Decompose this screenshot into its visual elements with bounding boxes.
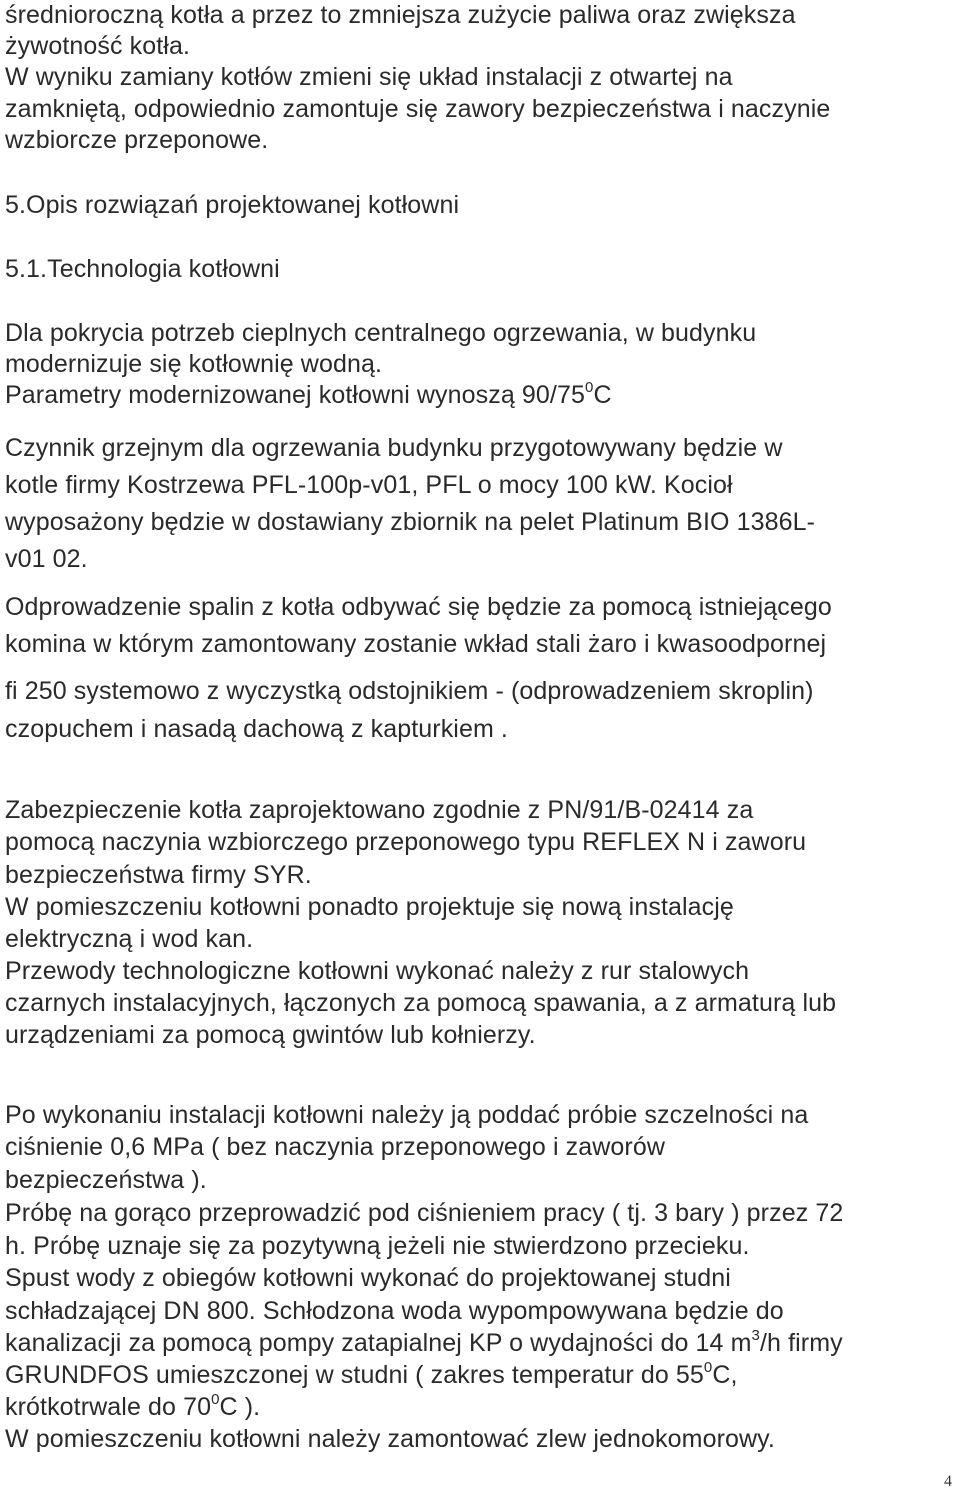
text-line: Zabezpieczenie kotła zaprojektowano zgodnie z PN/91/B-02414 za	[5, 796, 754, 824]
text-line: W pomieszczeniu kotłowni należy zamontować zlew jednokomorowy.	[5, 1425, 775, 1453]
text-line: czopuchem i nasadą dachową z kapturkiem .	[5, 715, 508, 743]
text-line: Po wykonaniu instalacji kotłowni należy ją poddać próbie szczelności na	[5, 1101, 809, 1129]
temperature-line: krótkotrwale do $70^0C$ ).	[5, 1391, 261, 1421]
text-line: średnioroczną kotła a przez to zmniejsza zużycie paliwa oraz zwiększa	[5, 1, 796, 29]
text-line: h. Próbę uznaje się za pozytywną jeżeli nie stwierdzono przecieku.	[5, 1232, 750, 1260]
text-line: bezpieczeństwa ).	[5, 1166, 207, 1194]
text-line: Próbę na gorąco przeprowadzić pod ciśnieniem pracy ( tj. 3 bary ) przez 72	[5, 1199, 844, 1227]
text-line: modernizuje się kotłownię wodną.	[5, 350, 383, 378]
text-line: schładzającej DN 800. Schłodzona woda wypompowywana będzie do	[5, 1297, 784, 1325]
text-line: fi 250 systemowo z wyczystką odstojnikiem - (odprowadzeniem skroplin)	[5, 677, 814, 705]
text-line: Przewody technologiczne kotłowni wykonać należy z rur stalowych	[5, 957, 750, 985]
text-line: czarnych instalacyjnych, łączonych za pomocą spawania, a z armaturą lub	[5, 989, 837, 1017]
text-line: kotle firmy Kostrzewa PFL-100p-v01, PFL o mocy 100 kW. Kocioł	[5, 471, 733, 499]
subsection-heading: 5.1.Technologia kotłowni	[5, 255, 280, 283]
text-line: wyposażony będzie w dostawiany zbiornik na pelet Platinum BIO 1386L-	[5, 508, 816, 536]
text-line: Spust wody z obiegów kotłowni wykonać do projektowanej studni	[5, 1264, 731, 1292]
temperature-line: GRUNDFOS umieszczonej w studni ( zakres temperatur do $55^0C$,	[5, 1359, 738, 1389]
text-line: pomocą naczynia wzbiorczego przeponowego typu REFLEX N i zaworu	[5, 828, 807, 856]
parameters-line: Parametry modernizowanej kotłowni wynoszą $90/75^0C$	[5, 379, 612, 409]
section-heading: 5.Opis rozwiązań projektowanej kotłowni	[5, 191, 460, 219]
text-line: urządzeniami za pomocą gwintów lub kołnierzy.	[5, 1021, 536, 1049]
page-number: 4	[944, 1473, 952, 1490]
text-line: wzbiorcze przeponowe.	[5, 126, 269, 154]
text-line: bezpieczeństwa firmy SYR.	[5, 861, 312, 889]
text-line: W pomieszczeniu kotłowni ponadto projektuje się nową instalację	[5, 893, 734, 921]
text-line: żywotność kotła.	[5, 32, 191, 60]
text-line: v01 02.	[5, 545, 88, 573]
text-line: ciśnienie 0,6 MPa ( bez naczynia przeponowego i zaworów	[5, 1133, 666, 1161]
pump-line: kanalizacji za pomocą pompy zatapialnej KP o wydajności do 14 $m^3/h$ firmy	[5, 1327, 843, 1357]
text-line: zamkniętą, odpowiednio zamontuje się zawory bezpieczeństwa i naczynie	[5, 95, 831, 123]
text-line: Czynnik grzejnym dla ogrzewania budynku przygotowywany będzie w	[5, 434, 783, 462]
text-line: komina w którym zamontowany zostanie wkład stali żaro i kwasoodpornej	[5, 630, 827, 658]
text-line: Odprowadzenie spalin z kotła odbywać się będzie za pomocą istniejącego	[5, 593, 832, 621]
text-line: W wyniku zamiany kotłów zmieni się układ instalacji z otwartej na	[5, 63, 733, 91]
text-line: Dla pokrycia potrzeb cieplnych centralnego ogrzewania, w budynku	[5, 319, 757, 347]
text-line: elektryczną i wod kan.	[5, 925, 254, 953]
